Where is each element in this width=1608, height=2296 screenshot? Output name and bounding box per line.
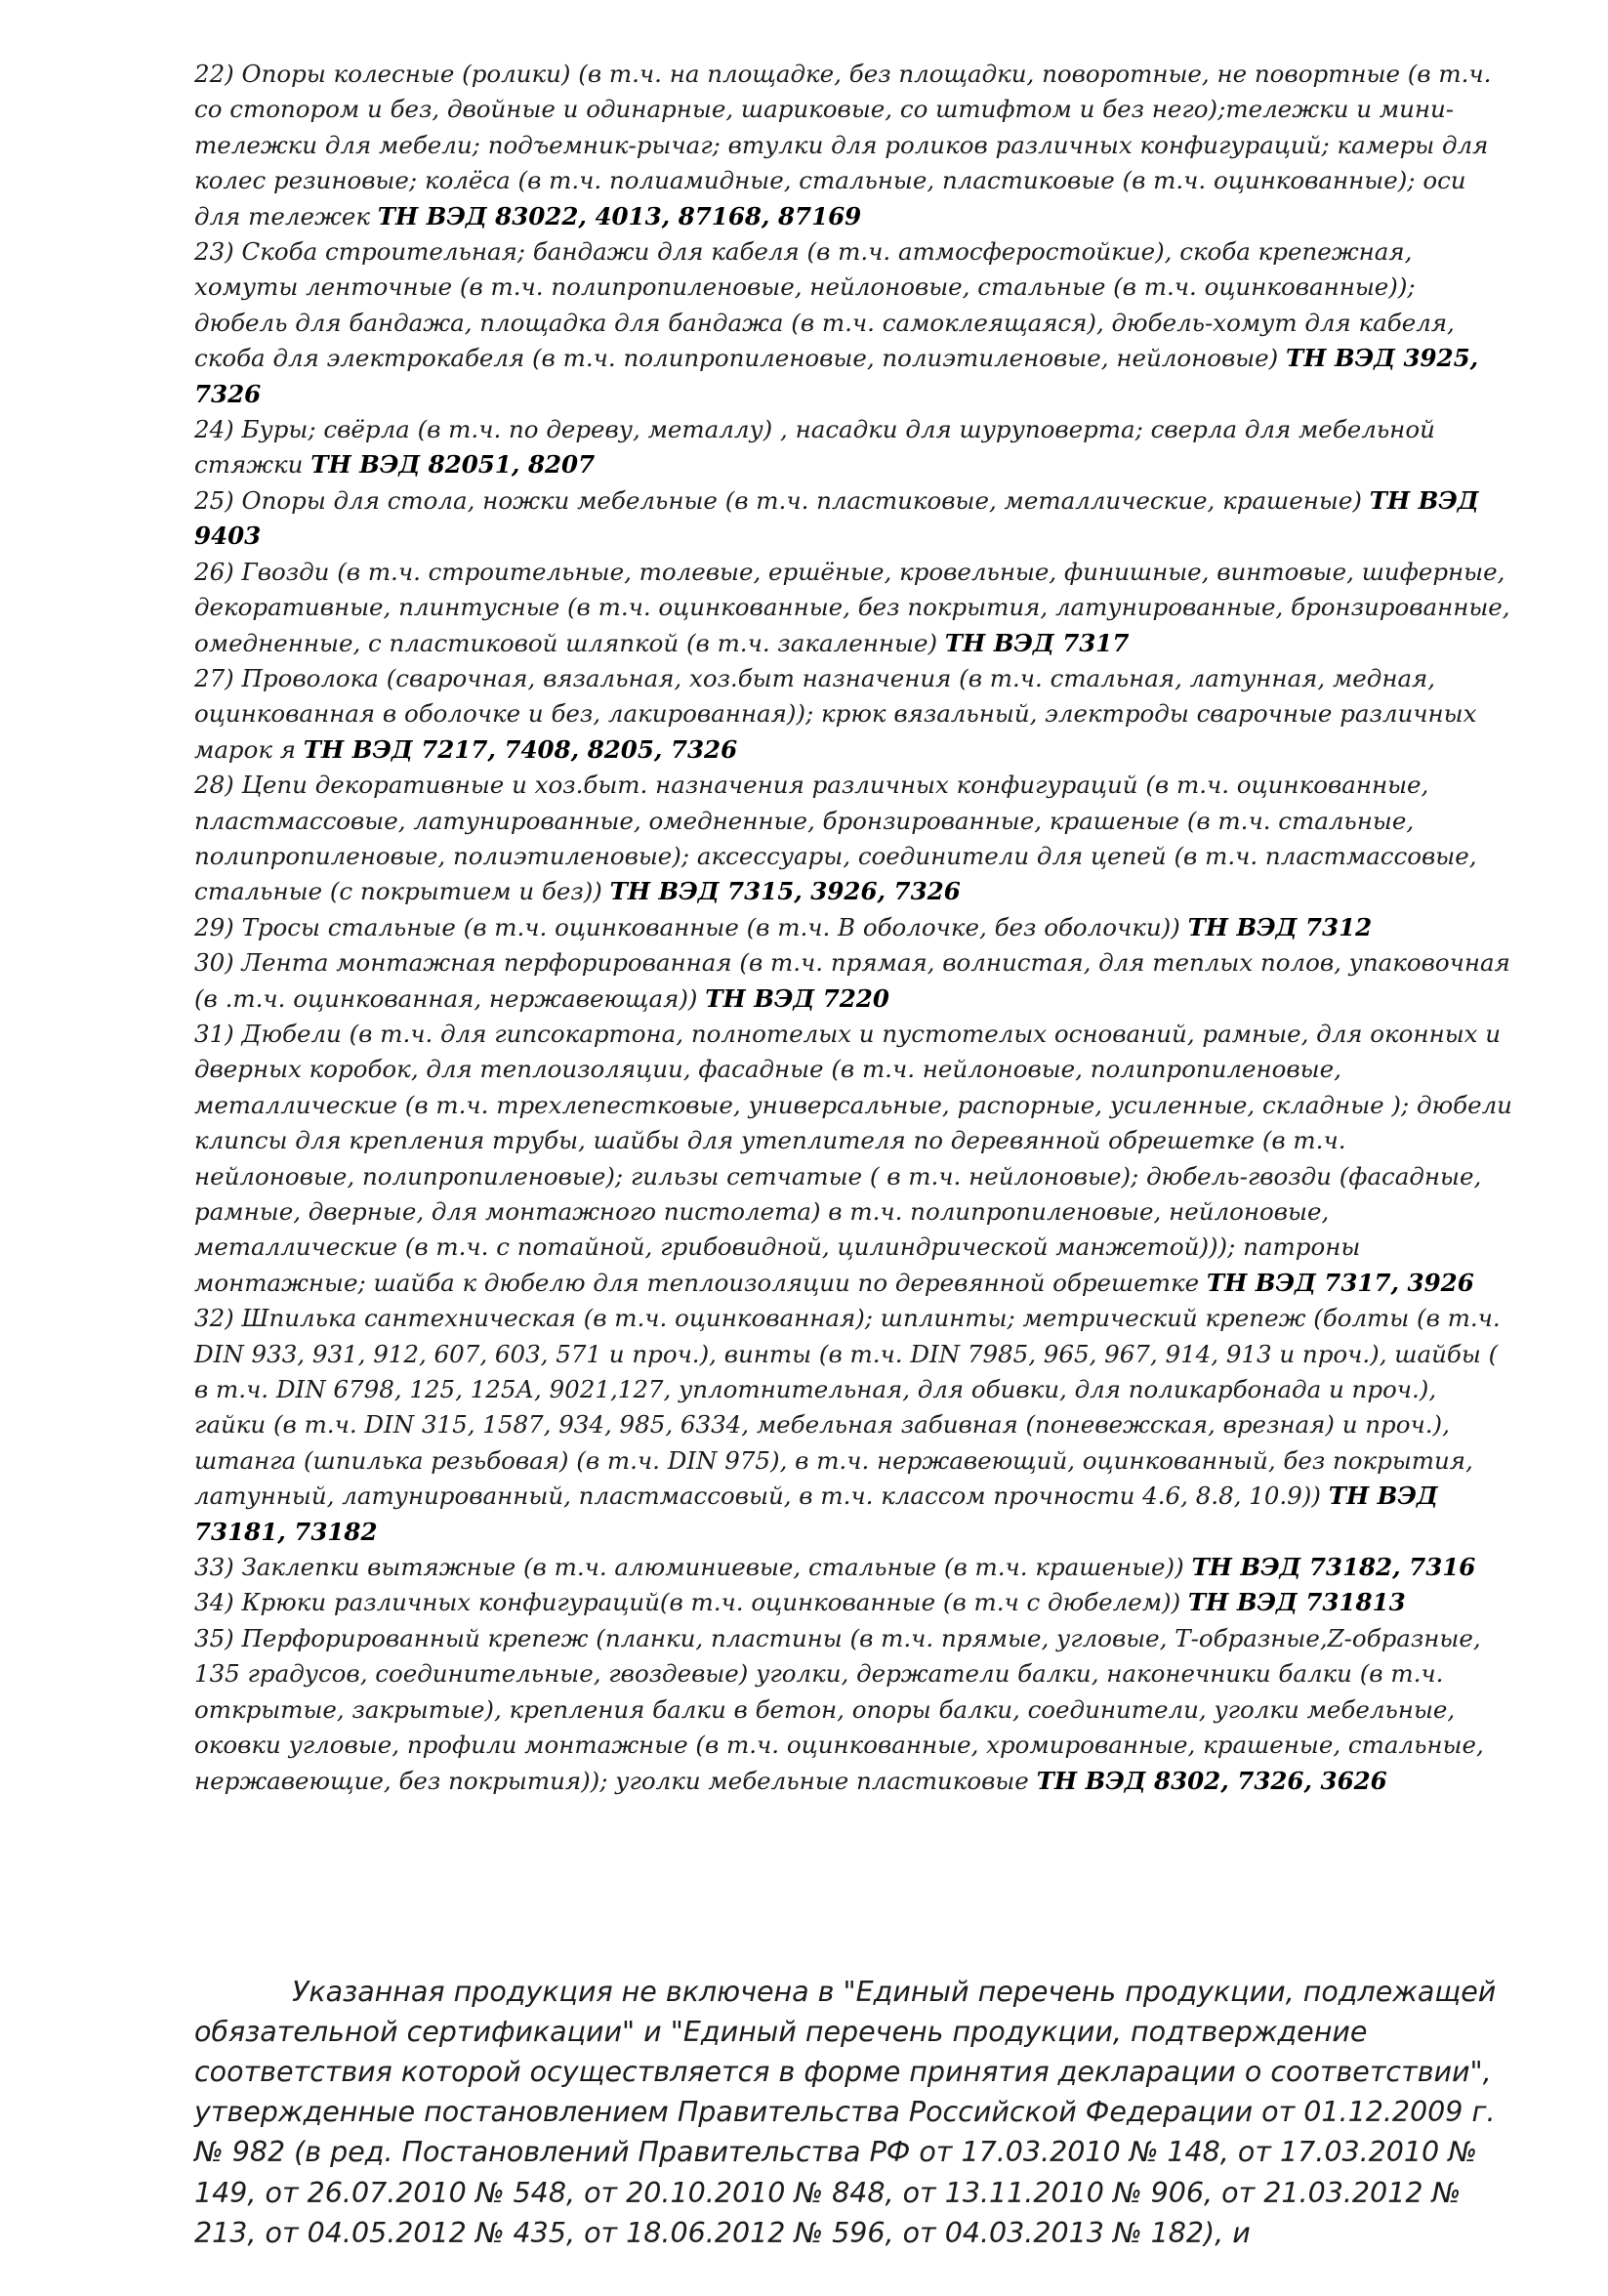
list-item	[194, 910, 1512, 945]
item-code: ТН ВЭД 7317	[944, 628, 1130, 657]
list-item	[194, 57, 1512, 234]
item-code: ТН ВЭД 7317, 3926	[1206, 1268, 1474, 1297]
item-text: 32) Шпилька сантехническая (в т.ч. оцинкованная); шплинты; метрический крепеж (болты (в т.ч. DIN 933, 931, 912, 607, 603, 571 и проч.), винты (в т.ч. DIN 7985, 965, 967, 914, 913 и проч.), шайбы ( в т.ч. DIN 6798, 125, 125А, 9021,127, уплотнительная, для обивки, для поликарбонада и проч.), гайки (в т.ч. DIN 315, 1587, 934, 985, 6334, мебельная забивная (поневежская, врезная) и проч.), штанга (шпилька резьбовая) (в т.ч. DIN 975), в т.ч. нержавеющий, оцинкованный, без покрытия, латунный, латунированный, пластмассовый, в т.ч. классом прочности 4.6, 8.8, 10.9))	[194, 1304, 1501, 1511]
item-code: ТН ВЭД 83022, 4013, 87168, 87169	[377, 201, 862, 230]
item-code: ТН ВЭД 7217, 7408, 8205, 7326	[303, 734, 738, 764]
item-text: 30) Лента монтажная перфорированная (в т.ч. прямая, волнистая, для теплых полов, упаковочная (в .т.ч. оцинкованная, нержавеющая))	[194, 948, 1510, 1013]
list-item	[194, 1550, 1512, 1585]
item-code: ТН ВЭД 7220	[705, 983, 889, 1013]
item-text: 28) Цепи декоративные и хоз.быт. назначения различных конфигураций (в т.ч. оцинкованные, пластмассовые, латунированные, омедненные, бронзированные, крашеные (в т.ч. стальные, полипропиленовые, полиэтиленовые); аксессуары, соединители для цепей (в т.ч. пластмассовые, стальные (с покрытием и без))	[194, 771, 1477, 906]
list-item	[194, 234, 1512, 412]
list-item	[194, 1017, 1512, 1301]
item-text: 35) Перфорированный крепеж (планки, пластины (в т.ч. прямые, угловые, Т-образные,Z-образные, 135 градусов, соединительные, гвоздевые) уголки, держатели балки, наконечники балки (в т.ч. открытые, закрытые), крепления балки в бетон, опоры балки, соединители, уголки мебельные, оковки угловые, профили монтажные (в т.ч. оцинкованные, хромированные, крашеные, стальные, нержавеющие, без покрытия)); уголки мебельные пластиковые	[194, 1623, 1484, 1795]
list-item	[194, 661, 1512, 768]
product-list	[194, 57, 1512, 1799]
item-text: 26) Гвозди (в т.ч. строительные, толевые, ершёные, кровельные, финишные, винтовые, шиферные, декоративные, плинтусные (в т.ч. оцинкованные, без покрытия, латунированные, бронзированные, омедненные, с пластиковой шляпкой (в т.ч. закаленные)	[194, 557, 1510, 657]
list-item	[194, 768, 1512, 910]
list-item	[194, 1585, 1512, 1620]
list-item	[194, 555, 1512, 661]
list-item	[194, 1301, 1512, 1550]
item-code: ТН ВЭД 9403	[194, 485, 1479, 551]
list-item	[194, 1621, 1512, 1799]
closing-paragraph: Указанная продукция не включена в "Единый перечень продукции, подлежащей обязательной сертификации" и "Единый перечень продукции, подтверждение соответствия которой осуществляется в форме принятия декларации о соответствии", утвержденные постановлением Правительства Российской Федерации от 01.12.2009 г. № 982 (в ред. Постановлений Правительства РФ от 17.03.2010 № 148, от 17.03.2010 № 149, от 26.07.2010 № 548, от 20.10.2010 № 848, от 13.11.2010 № 906, от 21.03.2012 № 213, от 04.05.2012 № 435, от 18.06.2012 № 596, от 04.03.2013 № 182), и	[194, 1975, 1497, 2249]
item-code: ТН ВЭД 73182, 7316	[1191, 1553, 1476, 1582]
item-text: 29) Тросы стальные (в т.ч. оцинкованные (в т.ч. В оболочке, без оболочки))	[194, 912, 1188, 941]
item-text: 27) Проволока (сварочная, вязальная, хоз.быт назначения (в т.ч. стальная, латунная, медная, оцинкованная в оболочке и без, лакированная)); крюк вязальный, электроды сварочные различных марок я	[194, 663, 1477, 764]
item-code: ТН ВЭД 731813	[1187, 1588, 1406, 1617]
list-item	[194, 483, 1512, 555]
item-text: 34) Крюки различных конфигураций(в т.ч. оцинкованные (в т.ч с дюбелем))	[194, 1588, 1188, 1617]
item-code: ТН ВЭД 82051, 8207	[310, 450, 596, 480]
item-code: ТН ВЭД 3925, 7326	[194, 344, 1479, 408]
item-text: 31) Дюбели (в т.ч. для гипсокартона, полнотелых и пустотелых оснований, рамные, для оконных и дверных коробок, для теплоизоляции, фасадные (в т.ч. нейлоновые, полипропиленовые, металлические (в т.ч. трехлепестковые, универсальные, распорные, усиленные, складные ); дюбели клипсы для крепления трубы, шайбы для утеплителя по деревянной обрешетке (в т.ч. нейлоновые, полипропиленовые); гильзы сетчатые ( в т.ч. нейлоновые); дюбель-гвозди (фасадные, рамные, дверные, для монтажного пистолета) в т.ч. полипропиленовые, нейлоновые, металлические (в т.ч. с потайной, грибовидной, цилиндрической манжетой))); патроны монтажные; шайба к дюбелю для теплоизоляции по деревянной обрешетке	[194, 1019, 1512, 1297]
item-text: 22) Опоры колесные (ролики) (в т.ч. на площадке, без площадки, поворотные, не повортные (в т.ч. со стопором и без, двойные и одинарные, шариковые, со штифтом и без него);тележки и мини-тележки для мебели; подъемник-рычаг; втулки для роликов различных конфигураций; камеры для колес резиновые; колёса (в т.ч. полиамидные, стальные, пластиковые (в т.ч. оцинкованные); оси для тележек	[194, 60, 1492, 230]
item-code: ТН ВЭД 8302, 7326, 3626	[1036, 1766, 1387, 1795]
list-item	[194, 412, 1512, 483]
item-code: ТН ВЭД 7315, 3926, 7326	[609, 877, 961, 906]
item-code: ТН ВЭД 7312	[1187, 912, 1373, 941]
item-text: 23) Скоба строительная; бандажи для кабеля (в т.ч. атмосферостойкие), скоба крепежная, хомуты ленточные (в т.ч. полипропиленовые, нейлоновые, стальные (в т.ч. оцинкованные)); дюбель для бандажа, площадка для бандажа (в т.ч. самоклеящаяся), дюбель-хомут для кабеля, скоба для электрокабеля (в т.ч. полипропиленовые, полиэтиленовые, нейлоновые)	[194, 237, 1455, 373]
item-text: 33) Заклепки вытяжные (в т.ч. алюминиевые, стальные (в т.ч. крашеные))	[194, 1553, 1192, 1582]
item-text: 24) Буры; свёрла (в т.ч. по дереву, металлу) , насадки для шуруповерта; сверла для мебельной стяжки	[194, 415, 1435, 480]
list-item	[194, 945, 1512, 1017]
item-code: ТН ВЭД 73181, 73182	[194, 1482, 1438, 1546]
item-text: 25) Опоры для стола, ножки мебельные (в т.ч. пластиковые, металлические, крашеные)	[194, 485, 1370, 515]
